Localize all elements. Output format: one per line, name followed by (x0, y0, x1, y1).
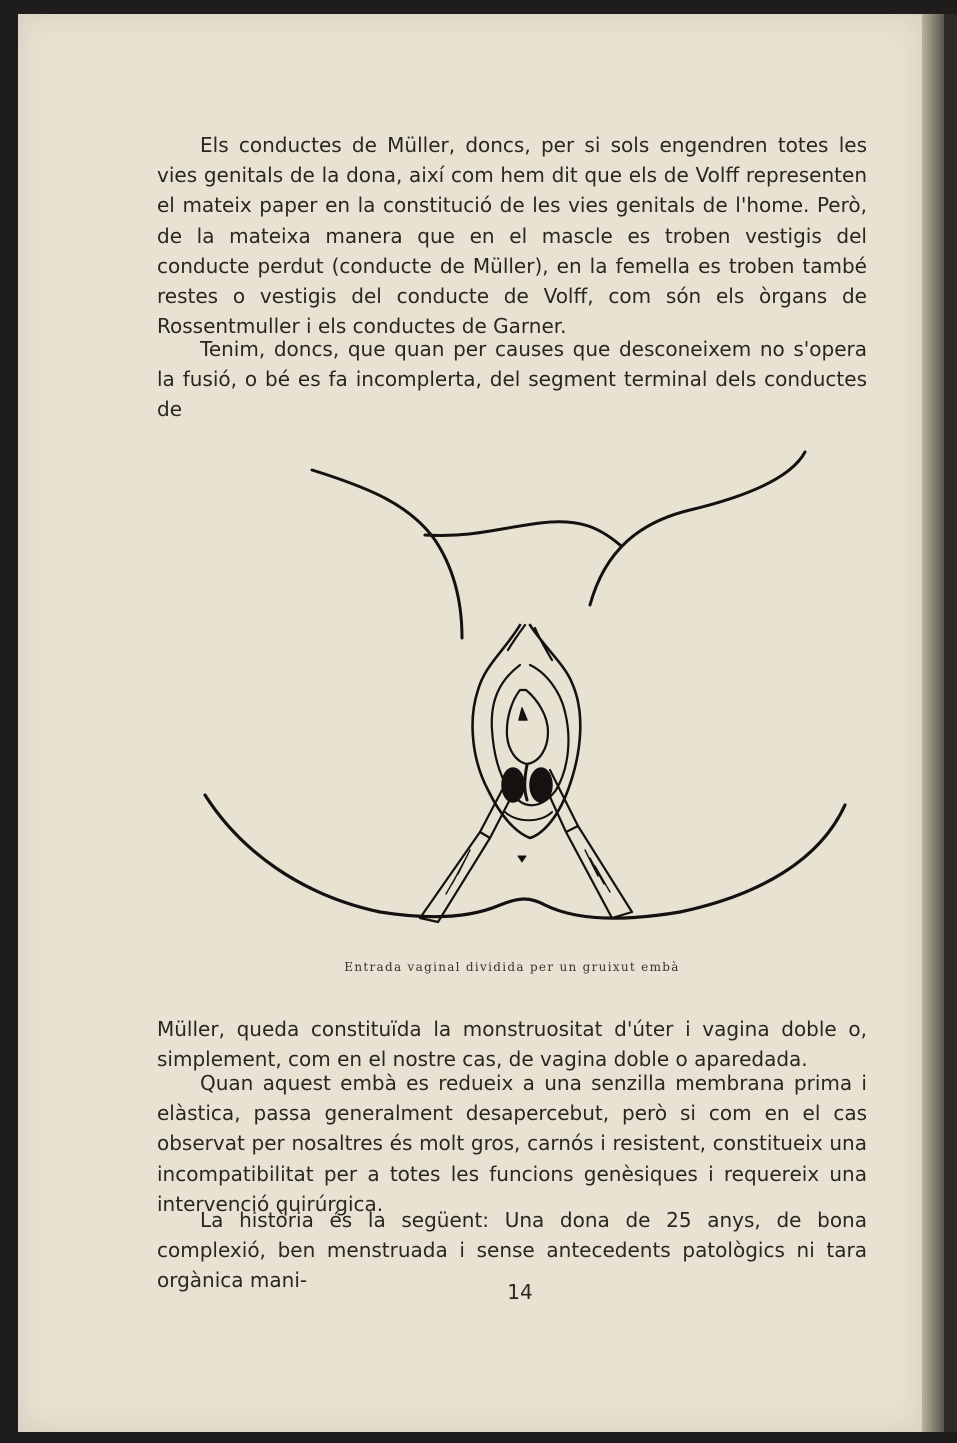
clitoral-hood (508, 625, 552, 660)
labia-outer (473, 625, 581, 838)
left-retractor-hatching (446, 850, 470, 894)
anus-mark (518, 856, 526, 862)
figure-caption: Entrada vaginal dividida per un gruixut embà (344, 960, 680, 974)
vaginal-septum (525, 765, 527, 800)
right-thigh-curve (590, 452, 805, 605)
paragraph-septum: Quan aquest embà es redueix a una senzilla membrana prima i elàstica, passa generalment desapercebut, però si com en el cas observat per nosaltres és molt gros, carnós i resistent, constitueix una incompatibilitat per a totes les funcions genèsiques i requereix una intervenció quirúrgica. (157, 1071, 867, 1216)
paragraph-history: La història és la següent: Una dona de 25 anys, de bona complexió, ben menstruada i sense antecedents patològics ni tara orgànica mani- (157, 1208, 867, 1293)
fourchette (505, 812, 552, 820)
paragraph-fusion: Tenim, doncs, que quan per causes que desconeixem no s'opera la fusió, o bé es fa incomplerta, del segment terminal dels conductes de (157, 337, 867, 422)
page-number: 14 (507, 1280, 533, 1304)
waist-line (425, 522, 620, 545)
paragraph-monstruosity: Müller, queda constituïda la monstruositat d'úter i vagina doble o, simplement, com en el nostre cas, de vagina doble o aparedada. (157, 1017, 867, 1072)
urethral-opening (519, 708, 527, 720)
paragraph-mullers-ducts: Els conductes de Müller, doncs, per si sols engendren totes les vies genitals de la dona, així com hem dit que els de Volff representen el mateix paper en la constitució de les vies genitals de l'home. Però, de la mateixa manera que en el mascle es troben vestigis del conducte perdut (conducte de Müller), en la femella es troben també restes o vestigis del conducte de Volff, com són els òrgans de Rossentmuller i els conductes de Garner. (157, 133, 867, 339)
right-vaginal-opening (530, 768, 552, 802)
vestibule (507, 690, 548, 764)
left-thigh-curve (312, 470, 462, 638)
